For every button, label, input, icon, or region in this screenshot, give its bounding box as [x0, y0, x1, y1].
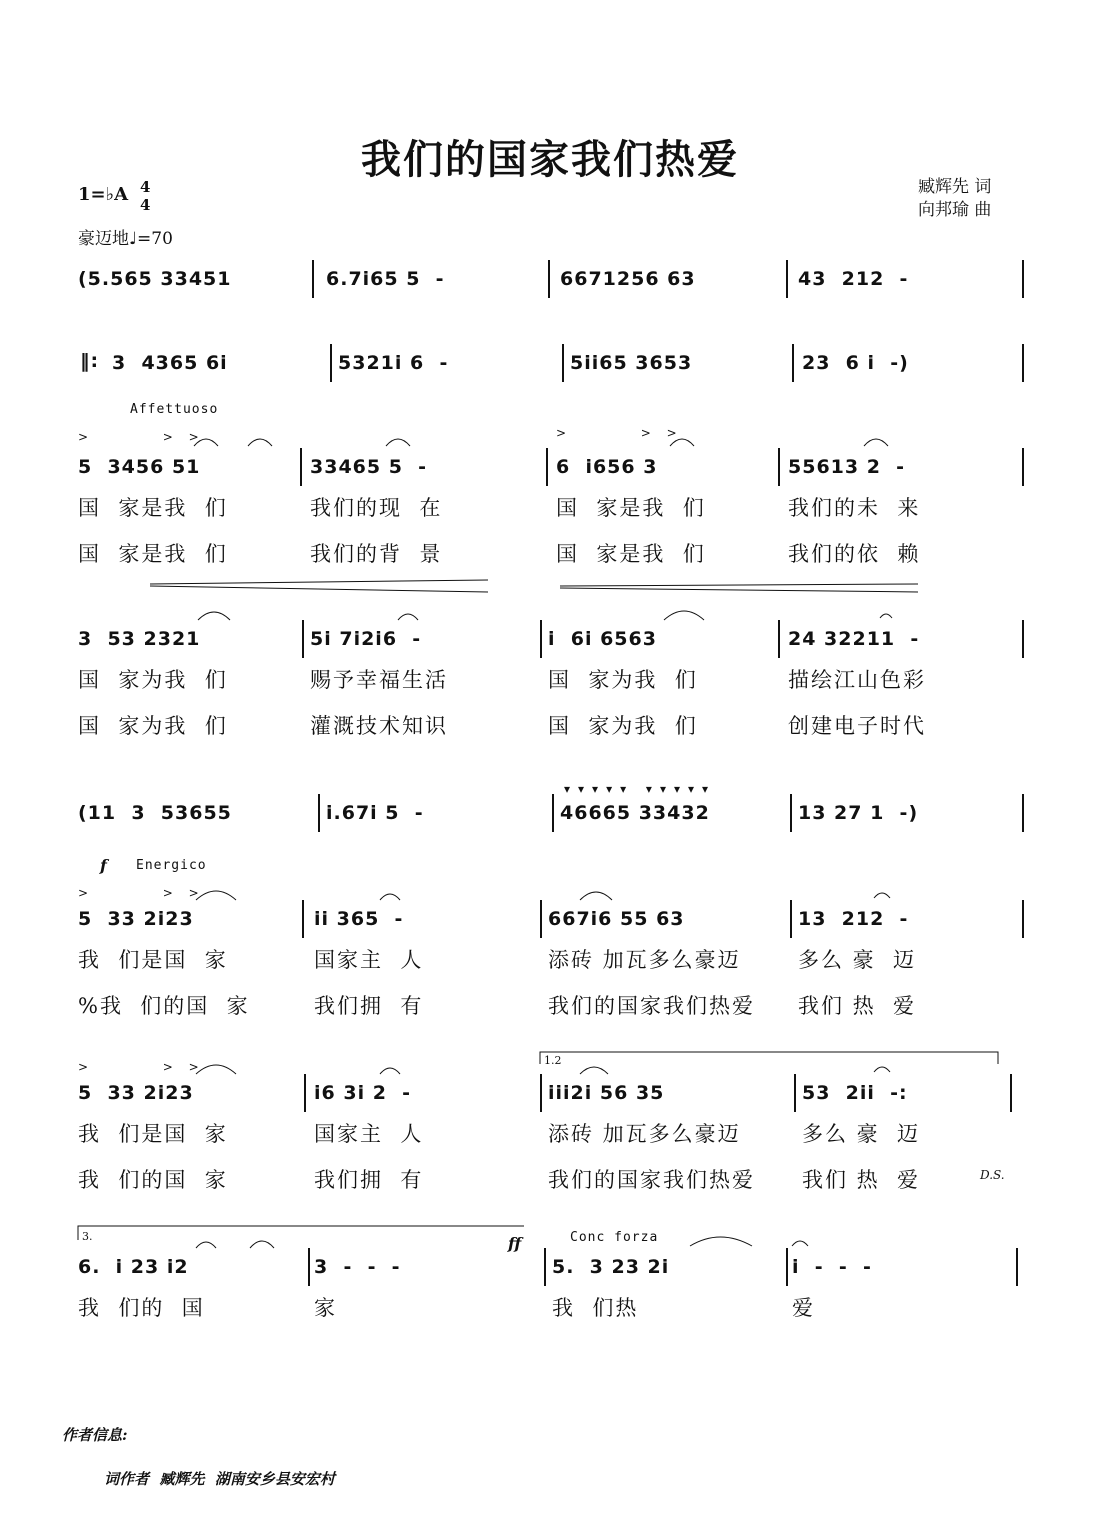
bar-line — [540, 1074, 542, 1112]
lyric-verse-2: 国 家是我 们 — [556, 542, 706, 566]
measure-notes: 13 27 1 -) — [798, 802, 919, 824]
bar-line — [548, 260, 550, 298]
measure-notes: 3 4365 6i — [112, 352, 228, 374]
lyric-verse-1: 多么 豪 迈 — [802, 1122, 921, 1146]
page-title: 我们的国家我们热爱 — [361, 136, 739, 183]
con-forza-marking: Conc forza — [570, 1230, 659, 1245]
lyric-verse-1: 描绘江山色彩 — [788, 668, 926, 692]
fortissimo-marking: ff — [508, 1234, 522, 1253]
lyric-verse-2: 我们的国家我们热爱 — [548, 994, 755, 1018]
measure-notes: i - - - — [792, 1256, 872, 1278]
bar-line — [562, 344, 564, 382]
measure-notes: 6671256 63 — [560, 268, 696, 290]
bar-line — [792, 344, 794, 382]
lyric-verse-1: 我 们是国 家 — [78, 1122, 228, 1146]
bar-line — [540, 620, 542, 658]
lyric-verse-1: 国 家为我 们 — [78, 668, 228, 692]
measure-notes: 24 32211 - — [788, 628, 920, 650]
lyric-verse-1: 添砖 加瓦多么豪迈 — [548, 948, 741, 972]
measure-notes: 5 3456 51 — [78, 456, 201, 478]
lyric-verse-1: 添砖 加瓦多么豪迈 — [548, 1122, 741, 1146]
bar-line — [318, 794, 320, 832]
measure-notes: 53 2ii -: — [802, 1082, 908, 1104]
lyric-verse-1: 国 家是我 们 — [556, 496, 706, 520]
measure-notes: 5i 7i2i6 - — [310, 628, 422, 650]
bar-line — [312, 260, 314, 298]
lyric-verse-1: 我们的现 在 — [310, 496, 443, 520]
measure-notes: 6.7i65 5 - — [326, 268, 445, 290]
lyricist-credit: 臧辉先 词 — [918, 177, 992, 197]
measure-notes: 33465 5 - — [310, 456, 428, 478]
bar-line — [544, 1248, 546, 1286]
lyric-verse-1: 我 们是国 家 — [78, 948, 228, 972]
repeat-start-sign: ‖: — [80, 350, 100, 372]
lyric-verse-1: 国 家为我 们 — [548, 668, 698, 692]
bar-line — [540, 900, 542, 938]
accent-marks: > > > — [78, 886, 205, 900]
bar-line — [302, 620, 304, 658]
lyric-verse-1: 我们的未 来 — [788, 496, 921, 520]
bar-line — [304, 1074, 306, 1112]
accent-marks: > > > — [556, 426, 683, 440]
lyric-verse-2: 国 家是我 们 — [78, 542, 228, 566]
lyric-verse-2: 灌溉技术知识 — [310, 714, 448, 738]
composer-credit: 向邦瑜 曲 — [918, 200, 992, 220]
lyric-verse-2: 我们拥 有 — [314, 994, 424, 1018]
lyric-verse-2: 国 家为我 们 — [78, 714, 228, 738]
lyric-verse-2: 创建电子时代 — [788, 714, 926, 738]
measure-notes: 55613 2 - — [788, 456, 906, 478]
measure-notes: (11 3 53655 — [78, 802, 232, 824]
measure-notes: 23 6 i -) — [802, 352, 909, 374]
key-signature: 1=♭A — [78, 184, 129, 205]
lyric-verse-1: 赐予幸福生活 — [310, 668, 448, 692]
bar-line — [1022, 620, 1024, 658]
bar-line — [1022, 794, 1024, 832]
lyric-verse-2: 我们拥 有 — [314, 1168, 424, 1192]
lyric-verse-2: 我们的背 景 — [310, 542, 443, 566]
lyric-verse-1: 家 — [314, 1296, 337, 1320]
measure-notes: 5 33 2i23 — [78, 1082, 194, 1104]
bar-line — [778, 448, 780, 486]
measure-notes: 3 53 2321 — [78, 628, 201, 650]
bar-line — [1022, 900, 1024, 938]
bar-line — [778, 620, 780, 658]
lyric-verse-2: 我们的国家我们热爱 — [548, 1168, 755, 1192]
bar-line — [1022, 448, 1024, 486]
lyric-verse-2: 我们 热 爱 — [798, 994, 917, 1018]
bar-line — [790, 794, 792, 832]
measure-notes: (5.565 33451 — [78, 268, 232, 290]
measure-notes: 5. 3 23 2i — [552, 1256, 670, 1278]
measure-notes: 3 - - - — [314, 1256, 401, 1278]
accent-marks: > > > — [78, 1060, 205, 1074]
measure-notes: 5321i 6 - — [338, 352, 449, 374]
lyric-verse-1: 爱 — [792, 1296, 815, 1320]
measure-notes: i 6i 6563 — [548, 628, 657, 650]
measure-notes: 667i6 55 63 — [548, 908, 685, 930]
measure-notes: 6. i 23 i2 — [78, 1256, 189, 1278]
lyric-verse-1: 国 家是我 们 — [78, 496, 228, 520]
bar-line — [330, 344, 332, 382]
lyric-verse-1: 我 们热 — [552, 1296, 639, 1320]
lyric-verse-1: 我 们的 国 — [78, 1296, 205, 1320]
bar-line — [794, 1074, 796, 1112]
measure-notes: 5ii65 3653 — [570, 352, 693, 374]
measure-notes: ii 365 - — [314, 908, 404, 930]
bar-line — [300, 448, 302, 486]
accent-marks: > > > — [78, 430, 205, 444]
measure-notes: 6 i656 3 — [556, 456, 658, 478]
measure-notes: 13 212 - — [798, 908, 909, 930]
measure-notes: i.67i 5 - — [326, 802, 424, 824]
volta-3-label: 3. — [82, 1230, 93, 1243]
volta-1-2-label: 1.2 — [544, 1054, 562, 1067]
bar-line — [786, 1248, 788, 1286]
lyric-verse-2: 国 家为我 们 — [548, 714, 698, 738]
staccato-marks: ▾▾▾▾▾ ▾▾▾▾▾ — [564, 782, 717, 796]
bar-line — [1022, 344, 1024, 382]
time-sig-bottom: 4 — [140, 196, 151, 214]
measure-notes: iii2i 56 35 — [548, 1082, 665, 1104]
lyric-verse-1: 多么 豪 迈 — [798, 948, 917, 972]
bar-line — [552, 794, 554, 832]
measure-notes: 46665 33432 — [560, 802, 710, 824]
forte-marking: f — [100, 856, 107, 875]
measure-notes: 5 33 2i23 — [78, 908, 194, 930]
lyric-verse-1: 国家主 人 — [314, 948, 424, 972]
bar-line — [546, 448, 548, 486]
author-info: 词作者 臧辉先 湖南安乡县安宏村 — [104, 1470, 335, 1488]
affettuoso-marking: Affettuoso — [130, 402, 219, 417]
bar-line — [302, 900, 304, 938]
bar-line — [1010, 1074, 1012, 1112]
bar-line — [308, 1248, 310, 1286]
bar-line — [790, 900, 792, 938]
ds-marking: D.S. — [980, 1168, 1005, 1182]
lyric-verse-2: 我 们的国 家 — [78, 1168, 228, 1192]
energico-marking: Energico — [136, 858, 207, 873]
time-sig-top: 4 — [140, 178, 151, 196]
tempo-marking: 豪迈地♩=70 — [78, 229, 173, 249]
lyric-verse-2: 我们的依 赖 — [788, 542, 921, 566]
bar-line — [786, 260, 788, 298]
measure-notes: 43 212 - — [798, 268, 909, 290]
lyric-verse-2: %我 们的国 家 — [78, 994, 250, 1018]
lyric-verse-2: 我们 热 爱 — [802, 1168, 921, 1192]
bar-line — [1016, 1248, 1018, 1286]
measure-notes: i6 3i 2 - — [314, 1082, 412, 1104]
bar-line — [1022, 260, 1024, 298]
author-info-label: 作者信息: — [62, 1426, 128, 1444]
lyric-verse-1: 国家主 人 — [314, 1122, 424, 1146]
